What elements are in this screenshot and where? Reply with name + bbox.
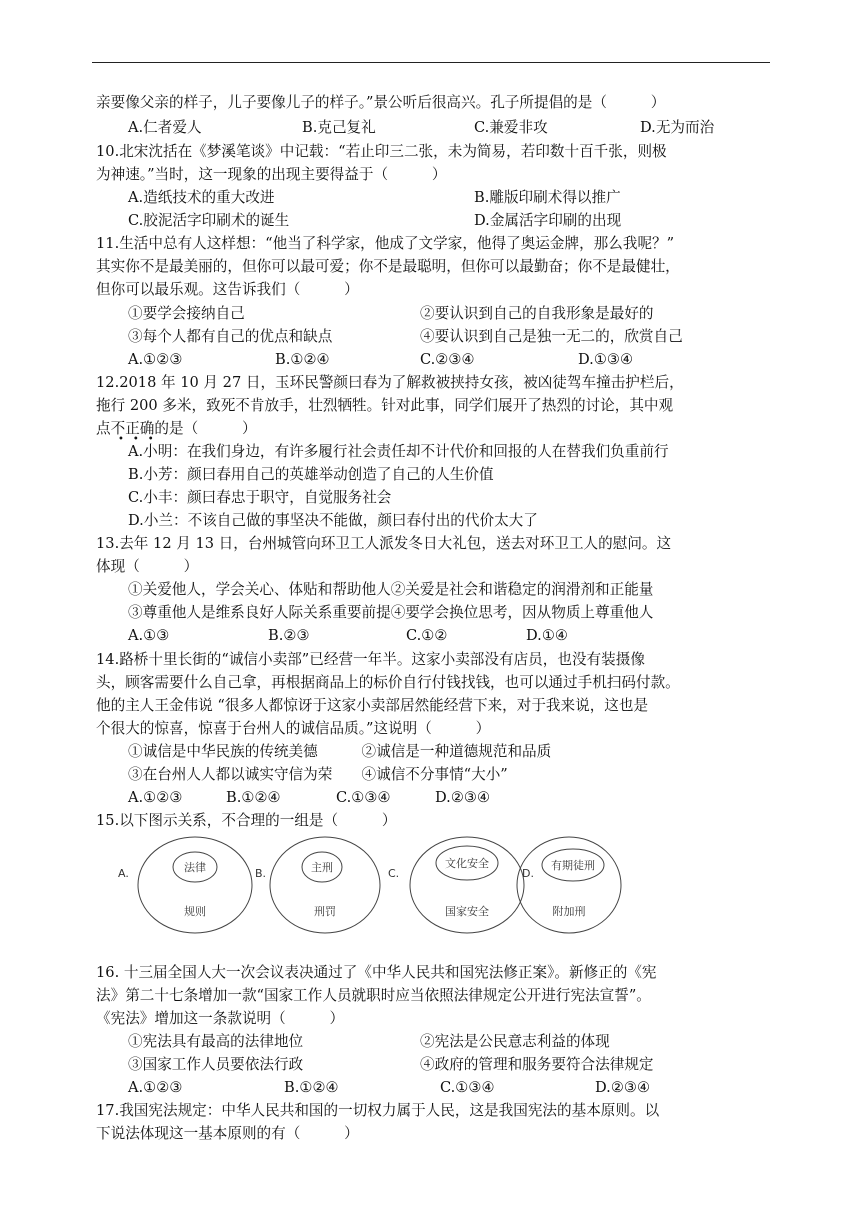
q16-option-c: C.①③④: [440, 1079, 495, 1096]
q14-statement-2: ③在台州人人都以诚实守信为荣 ④诚信不分事情“大小”: [128, 766, 508, 783]
q10-option-c: C.胶泥活字印刷术的诞生: [128, 212, 290, 229]
q17-stem-1: 17.我国宪法规定：中华人民共和国的一切权力属于人民，这是我国宪法的基本原则。以: [96, 1102, 660, 1119]
q13-stem-1: 13.去年 12 月 13 日，台州城管向环卫工人派发冬日大礼包，送去对环卫工人的慰问。这: [96, 535, 672, 552]
q14-option-d: D.②③④: [435, 789, 491, 806]
q13-option-b: B.②③: [268, 627, 310, 644]
q10-option-d: D.金属活字印刷的出现: [474, 212, 622, 229]
q12-option-b: B.小芳：颜曰春用自己的英雄举动创造了自己的人生价值: [128, 466, 494, 483]
q9-option-c: C.兼爱非攻: [474, 119, 548, 136]
q12-option-a: A.小明：在我们身边，有许多履行社会责任却不计代价和回报的人在替我们负重前行: [128, 443, 669, 460]
q16-statement-3: ③国家工作人员要依法行政: [128, 1056, 304, 1073]
q13-statement-2: ③尊重他人是维系良好人际关系重要前提④要学会换位思考，因从物质上尊重他人: [128, 604, 654, 621]
diagram-label-d: D.: [522, 867, 534, 880]
q16-option-a: A.①②③: [128, 1079, 183, 1096]
q12-stem-2: 拖行 200 多米，致死不肯放手，壮烈牺牲。针对此事，同学们展开了热烈的讨论，其中观: [96, 397, 674, 414]
q16-stem-1: 16. 十三届全国人大一次会议表决通过了《中华人民共和国宪法修正案》。新修正的《宪: [96, 964, 657, 981]
q9-option-b: B.克己复礼: [302, 119, 376, 136]
q10-option-a: A.造纸技术的重大改进: [128, 189, 275, 206]
diagram-option-a: [118, 837, 252, 933]
diagram-outer-c: 国家安全: [445, 905, 489, 918]
q11-option-c: C.②③④: [420, 351, 475, 368]
diagram-inner-a: 法律: [184, 861, 206, 874]
q14-stem-1: 14.路桥十里长街的“诚信小卖部”已经营一年半。这家小卖部没有店员，也没有装摄像: [96, 651, 645, 668]
q9-option-a: A.仁者爱人: [128, 119, 202, 136]
header-rule: [92, 62, 770, 63]
q9-option-d: D.无为而治: [640, 119, 715, 136]
q14-option-b: B.①②④: [226, 789, 281, 806]
q12-option-c: C.小丰：颜曰春忠于职守，自觉服务社会: [128, 489, 392, 506]
q16-stem-3: 《宪法》增加这一条款说明（ ）: [96, 1010, 345, 1027]
q11-statement-3: ③每个人都有自己的优点和缺点: [128, 328, 333, 345]
q16-statement-1: ①宪法具有最高的法律地位: [128, 1033, 304, 1050]
q13-option-d: D.①④: [526, 627, 568, 644]
q11-option-b: B.①②④: [275, 351, 330, 368]
diagram-inner-b: 主刑: [311, 861, 333, 874]
q14-option-a: A.①②③: [128, 789, 183, 806]
diagram-outer-a: 规则: [184, 905, 206, 918]
q11-statement-1: ①要学会接纳自己: [128, 305, 245, 322]
q12-stem-1: 12.2018 年 10 月 27 日，玉环民警颜曰春为了解救被挟持女孩，被凶徒驾车撞击护栏后，: [96, 374, 684, 391]
q14-stem-4: 个很大的惊喜，惊喜于台州人的诚信品质。”这说明（ ）: [96, 720, 491, 737]
q16-statement-2: ②宪法是公民意志利益的体现: [420, 1033, 610, 1050]
diagram-outer-d: 附加刑: [552, 905, 586, 918]
q11-stem-2: 其实你不是最美丽的，但你可以最可爱；你不是最聪明，但你可以最勤奋；你不是最健壮，: [96, 258, 680, 275]
q13-stem-2: 体现（ ）: [96, 558, 199, 575]
diagram-outer-b: 刑罚: [314, 905, 336, 918]
emphasis-dots: •••: [118, 434, 163, 445]
q11-option-d: D.①③④: [578, 351, 634, 368]
q14-stem-2: 头，顾客需要什么自己拿，再根据商品上的标价自行付钱找钱，也可以通过手机扫码付款。: [96, 674, 680, 691]
diagram-label-b: B.: [255, 867, 267, 880]
q10-stem-1: 10.北宋沈括在《梦溪笔谈》中记载：“若止印三二张，未为简易，若印数十百千张，则极: [96, 143, 667, 160]
q10-option-b: B.雕版印刷术得以推广: [474, 189, 621, 206]
q16-option-d: D.②③④: [595, 1079, 651, 1096]
q17-stem-2: 下说法体现这一基本原则的有（ ）: [96, 1125, 359, 1142]
q15-stem: 15.以下图示关系，不合理的一组是（ ）: [96, 812, 397, 829]
diagram-label-a: A.: [118, 867, 129, 880]
q16-statement-4: ④政府的管理和服务要符合法律规定: [420, 1056, 654, 1073]
q13-option-a: A.①③: [128, 627, 170, 644]
q13-option-c: C.①②: [406, 627, 448, 644]
q16-stem-2: 法》第二十七条增加一款“国家工作人员就职时应当依照法律规定公开进行宪法宣誓”。: [96, 987, 651, 1004]
q11-stem-3: 但你可以最乐观。这告诉我们（ ）: [96, 281, 359, 298]
q14-stem-3: 他的主人王金伟说 “很多人都惊讶于这家小卖部居然能经营下来，对于我来说，这也是: [96, 697, 649, 714]
q11-statement-4: ④要认识到自己是独一无二的，欣赏自己: [420, 328, 683, 345]
q14-statement-1: ①诚信是中华民族的传统美德 ②诚信是一种道德规范和品质: [128, 743, 552, 760]
q12-option-d: D.小兰：不该自己做的事坚决不能做，颜曰春付出的代价太大了: [128, 512, 538, 529]
diagram-label-c: C.: [388, 867, 400, 880]
q9-stem-tail: 亲要像父亲的样子，儿子要像儿子的样子。”景公听后很高兴。孔子所提倡的是（ ）: [96, 94, 666, 111]
diagram-option-b: [255, 837, 380, 933]
diagram-inner-c: 文化安全: [445, 857, 489, 870]
q10-stem-2: 为神速。”当时，这一现象的出现主要得益于（ ）: [96, 166, 447, 183]
q16-option-b: B.①②④: [284, 1079, 339, 1096]
q11-stem-1: 11.生活中总有人这样想：“他当了科学家，他成了文学家，他得了奥运金牌，那么我呢？”: [96, 235, 675, 252]
q11-option-a: A.①②③: [128, 351, 183, 368]
q14-option-c: C.①③④: [336, 789, 391, 806]
diagram-option-c: [388, 837, 524, 933]
diagram-inner-d: 有期徒刑: [551, 859, 595, 872]
q13-statement-1: ①关爱他人，学会关心、体贴和帮助他人②关爱是社会和谐稳定的润滑剂和正能量: [128, 581, 654, 598]
q15-diagram-d: [515, 833, 625, 943]
q12-stem-3: 点不正确的是（ ）: [96, 420, 257, 437]
q11-statement-2: ②要认识到自己的自我形象是最好的: [420, 305, 654, 322]
